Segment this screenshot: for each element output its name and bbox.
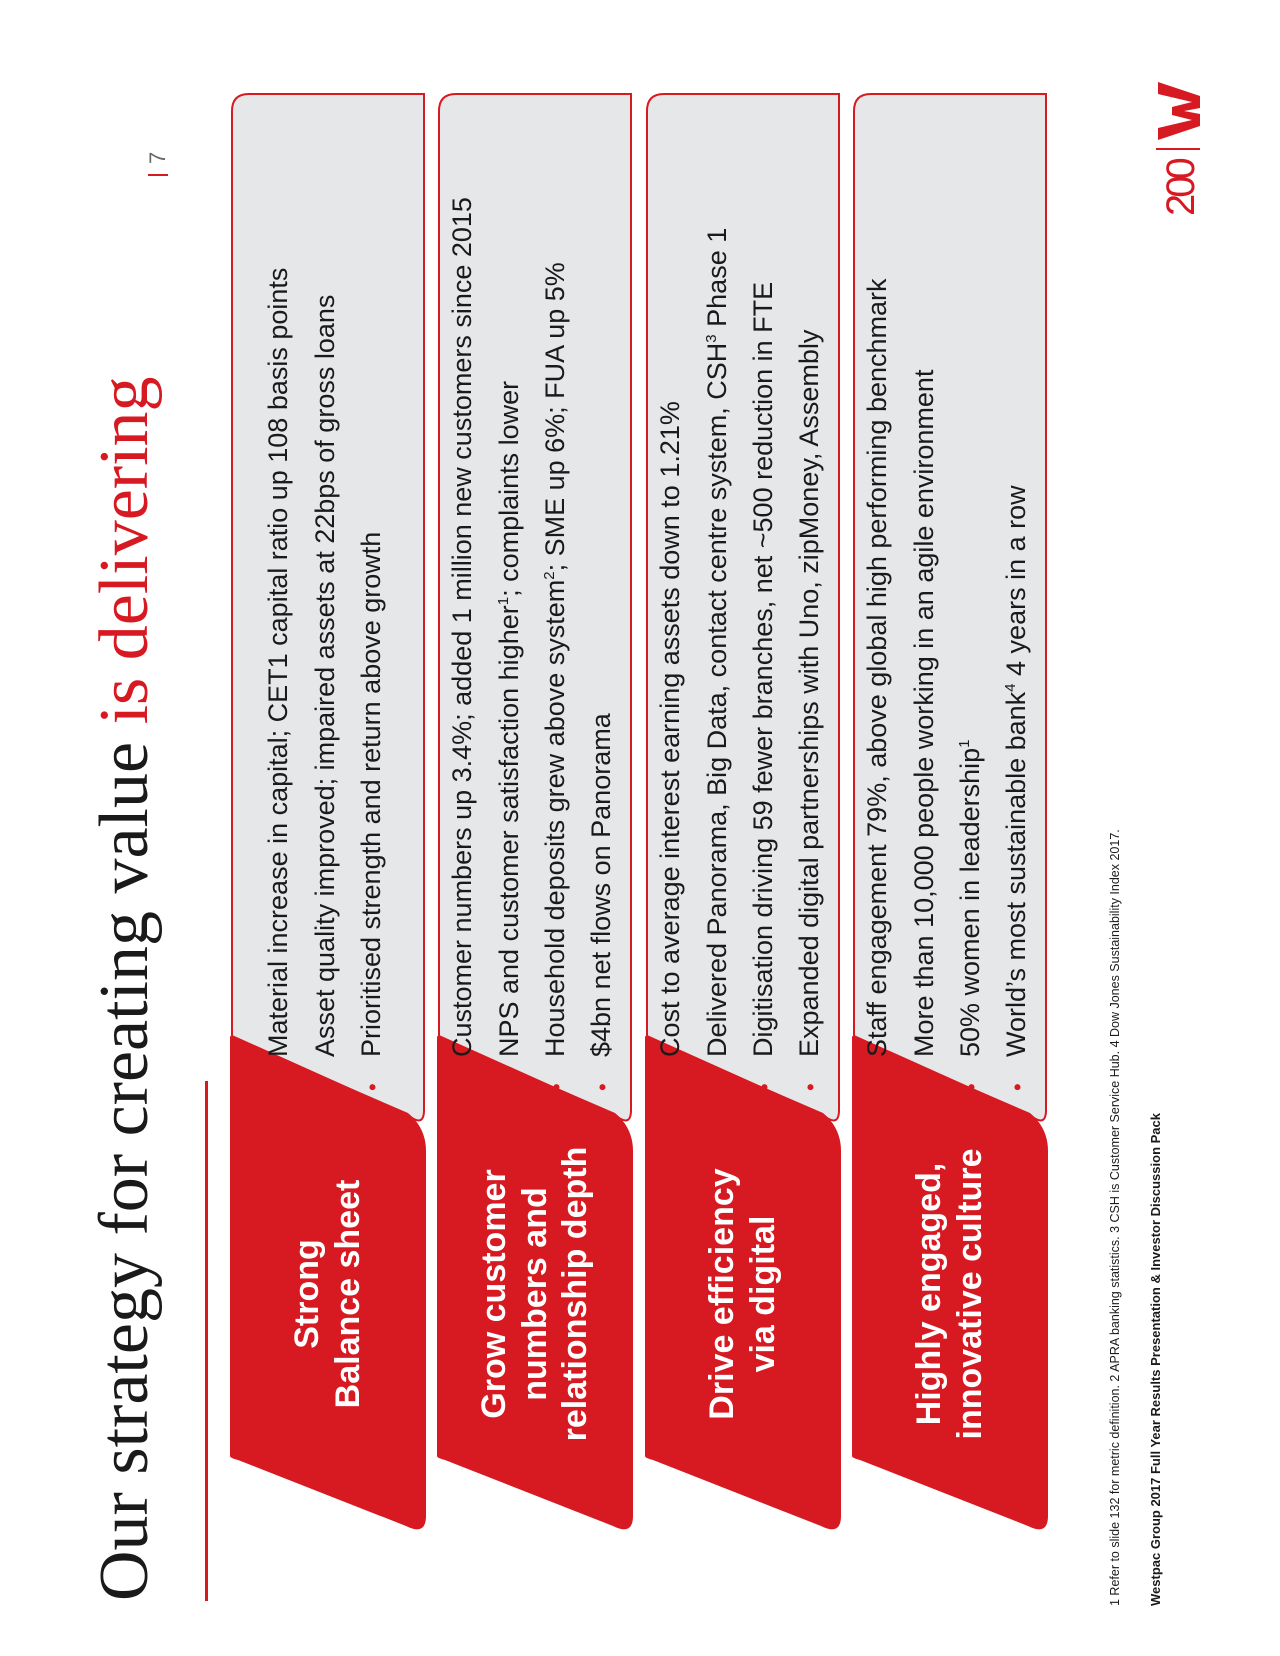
bullet-marker: •: [752, 1083, 777, 1091]
bullet-item: [1000, 91, 1032, 1091]
bullet-marker: •: [544, 1083, 569, 1091]
title-underline: [205, 1081, 208, 1601]
pillar-label-line: Drive efficiency: [703, 1168, 742, 1420]
footnote-ref: 1: [494, 596, 512, 606]
pillar-bullets: [437, 91, 633, 1091]
bullet-marker: •: [959, 1083, 984, 1091]
pillar-label: [230, 1074, 426, 1514]
page-number-value: 7: [145, 151, 170, 164]
bullet-item: [701, 91, 733, 1091]
bullet-marker: •: [497, 1083, 523, 1091]
pillar-bullets: [645, 91, 841, 1091]
bullet-marker: •: [866, 1083, 892, 1091]
bullet-text: Expanded digital partnerships with Uno, zipMoney, Assembly: [794, 329, 825, 1057]
pillar-label-line: Highly engaged,: [910, 1162, 949, 1426]
bullet-item: [747, 91, 779, 1091]
bullet-item: [793, 91, 825, 1091]
bullet-text: [954, 739, 986, 1057]
bullet-marker: •: [798, 1083, 824, 1091]
westpac-w-icon: [1158, 82, 1200, 140]
bullet-item: [954, 91, 986, 1091]
strategy-pillar: [852, 0, 1048, 1656]
pillar-label-line: relationship depth: [556, 1146, 595, 1442]
bullet-text: [1000, 485, 1032, 1057]
page-number: [145, 152, 171, 176]
bullet-text: Material increase in capital; CET1 capital ratio up 108 basis points: [263, 267, 294, 1057]
pillar-label: [645, 1074, 841, 1514]
bullet-item: [654, 91, 686, 1091]
footnote-ref: 3: [702, 334, 720, 343]
footnote-ref: 1: [956, 739, 973, 748]
bullet-marker: •: [1005, 1083, 1031, 1091]
bullet-item: [908, 91, 940, 1091]
pillar-bullets: [852, 91, 1048, 1091]
bullet-marker: •: [705, 1083, 731, 1091]
strategy-pillar: [437, 0, 633, 1656]
bullet-text-post: ; SME up 6%; FUA up 5%: [540, 262, 570, 572]
bullet-item: [539, 91, 571, 1091]
bullet-text: Customer numbers up 3.4%; added 1 million new customers since 2015: [447, 197, 478, 1057]
bullet-item: [309, 91, 341, 1091]
bullet-item: [861, 91, 893, 1091]
logo-graphic: [1148, 76, 1208, 216]
bullet-text-post: Phase 1: [701, 227, 732, 335]
bullet-item: [355, 91, 387, 1091]
pillar-label-line: Strong: [288, 1239, 327, 1349]
bullet-text: Digitisation driving 59 fewer branches, net ~500 reduction in FTE: [748, 281, 778, 1057]
strategy-pillar: [230, 0, 426, 1656]
title-main: Our strategy for creating value: [86, 724, 163, 1601]
pillar-label-line: via digital: [744, 1215, 782, 1373]
bullet-marker: •: [360, 1083, 386, 1091]
bullet-text: [493, 381, 525, 1057]
bullet-text: Cost to average interest earning assets down to 1.21%: [655, 401, 686, 1057]
pillar-label-line: Grow customer: [474, 1169, 513, 1419]
bullet-text-post: 4 years in a row: [1001, 485, 1032, 684]
bullet-marker: •: [313, 1083, 339, 1091]
footnote-ref: 4: [1002, 683, 1020, 692]
source-line: Westpac Group 2017 Full Year Results Presentation & Investor Discussion Pack: [1148, 1113, 1163, 1606]
bullet-marker: •: [912, 1083, 938, 1091]
bullet-text: Staff engagement 79%, above global high performing benchmark: [862, 278, 893, 1057]
bullet-item: [493, 91, 525, 1091]
bullet-marker: •: [659, 1083, 685, 1091]
bullet-marker: •: [267, 1083, 293, 1091]
bullet-marker: •: [451, 1083, 477, 1091]
bullet-text: Prioritised strength and return above growth: [356, 531, 387, 1057]
pillar-bullets: [230, 91, 426, 1091]
bullet-text: [701, 228, 733, 1057]
westpac-200-logo: [1148, 76, 1213, 216]
bullet-item: [585, 91, 617, 1091]
footnote-ref: 2: [541, 571, 558, 580]
bullet-text: [539, 262, 571, 1057]
footnotes: 1 Refer to slide 132 for metric definition. 2 APRA banking statistics. 3 CSH is Customer Service Hub. 4 Dow Jones Sustainability Index 2017.: [1108, 829, 1122, 1606]
bullet-text-pre: World’s most sustainable bank: [1001, 691, 1032, 1057]
pillar-label: [437, 1074, 633, 1514]
logo-divider: [1156, 148, 1200, 150]
bullet-marker: •: [590, 1083, 616, 1091]
strategy-pillar: [645, 0, 841, 1656]
bullet-text: More than 10,000 people working in an agile environment: [908, 369, 939, 1057]
title-accent: is delivering: [86, 376, 163, 725]
bullet-item: [446, 91, 478, 1091]
pillar-label: [852, 1074, 1048, 1514]
bullet-text: Asset quality improved; impaired assets at 22bps of gross loans: [309, 294, 340, 1057]
bullet-text: $4bn net flows on Panorama: [586, 713, 617, 1057]
pillar-label-line: innovative culture: [951, 1148, 989, 1440]
bullet-text-pre: Household deposits grew above system: [540, 579, 570, 1057]
pillar-label-line: Balance sheet: [329, 1179, 367, 1409]
bullet-text-pre: Delivered Panorama, Big Data, contact centre system, CSH: [701, 342, 732, 1057]
bullet-text-pre: 50% women in leadership: [955, 747, 985, 1057]
bullet-text-post: ; complaints lower: [493, 380, 524, 597]
slide-title: [86, 376, 163, 1601]
bullet-item: [262, 91, 294, 1091]
pillar-label-line: numbers and: [515, 1187, 554, 1401]
logo-badge-text: 200: [1159, 161, 1203, 216]
bullet-text-pre: NPS and customer satisfaction higher: [493, 605, 524, 1057]
